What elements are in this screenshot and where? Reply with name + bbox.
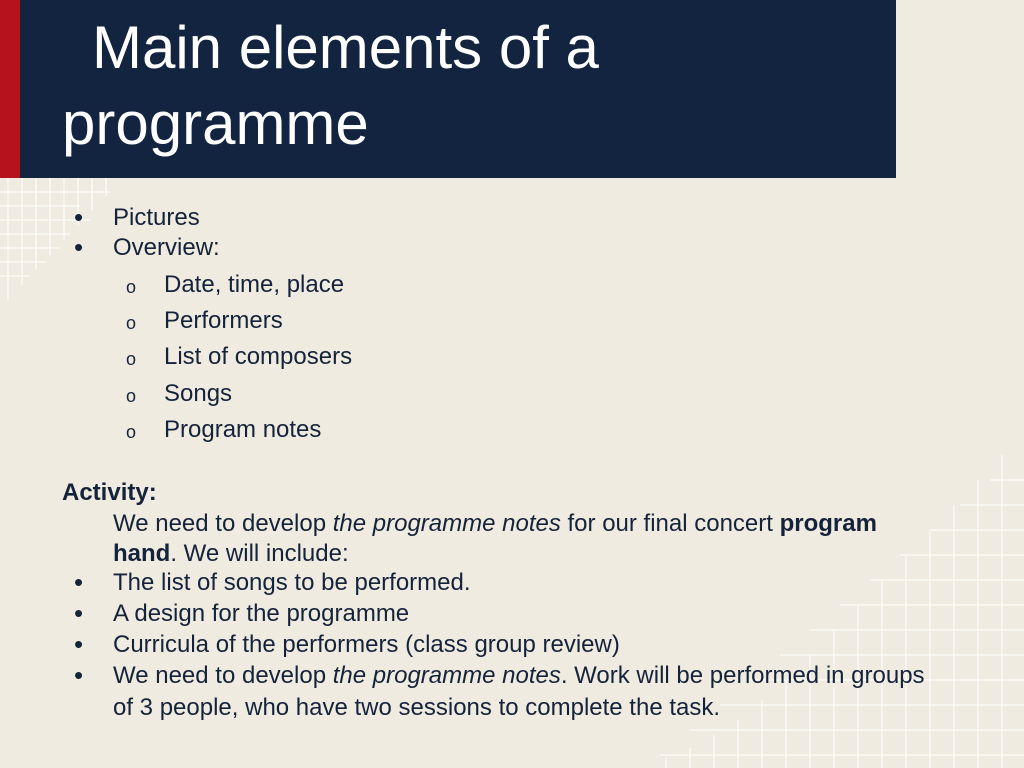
bullet-icon: • [74,660,84,690]
sub-bullet-icon: o [126,422,137,442]
sub-bullet-icon: o [126,277,137,297]
bullet-icon: • [74,598,84,628]
activity-bullet-curricula: Curricula of the performers (class group review) [113,631,620,658]
overview-item-program-notes: Program notes [164,416,322,443]
activity-bullet-songs: The list of songs to be performed. [113,569,471,596]
bullet-icon: • [74,202,84,232]
bullet-pictures: Pictures [113,204,200,231]
activity-bullet-notes: We need to develop the programme notes. Work will be performed in groups of 3 people, who have two sessions to complete the task. [113,662,925,721]
bullet-icon: • [74,629,84,659]
sub-bullet-icon: o [126,313,137,333]
bullet-overview: Overview: [113,234,220,261]
overview-item-songs: Songs [164,380,233,407]
overview-item-date: Date, time, place [164,271,345,298]
overview-item-performers: Performers [164,307,283,334]
activity-heading: Activity: [62,479,157,506]
sub-bullet-icon: o [126,349,137,369]
activity-bullet-design: A design for the programme [113,600,410,627]
slide-title-line-1: Main elements of a [92,14,599,81]
slide-title-line-2: programme [62,90,369,157]
bullet-icon: • [74,567,84,597]
activity-paragraph: We need to develop the programme notes for our final concert program hand. We will include: [113,510,877,567]
overview-item-composers: List of composers [164,343,353,370]
bullet-icon: • [74,232,84,262]
sub-bullet-icon: o [126,386,137,406]
